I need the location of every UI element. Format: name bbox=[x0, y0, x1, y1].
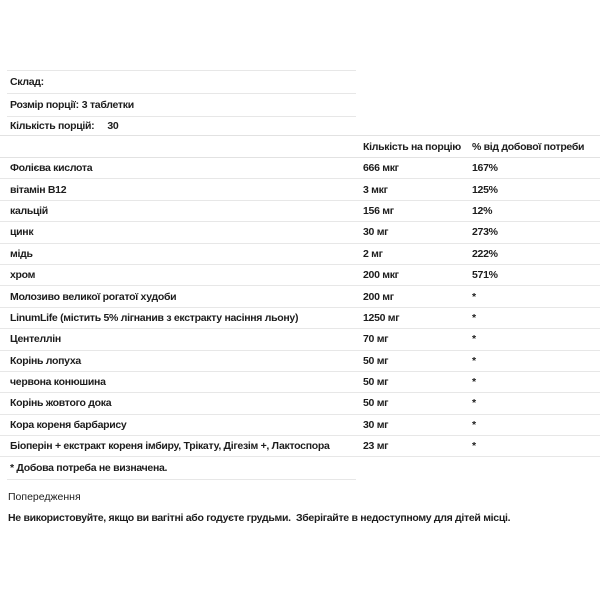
ingredient-name: кальцій bbox=[10, 204, 48, 217]
table-row bbox=[0, 179, 600, 200]
ingredient-name: Центеллін bbox=[10, 333, 61, 346]
ingredient-daily-value: 125% bbox=[472, 183, 498, 196]
table-row bbox=[0, 329, 600, 350]
servings-count-row bbox=[7, 116, 356, 135]
ingredient-amount: 156 мг bbox=[363, 204, 394, 217]
ingredient-amount: 50 мг bbox=[363, 376, 389, 389]
ingredient-amount: 50 мг bbox=[363, 397, 389, 410]
servings-count-label: Кількість порцій: bbox=[10, 120, 95, 132]
ingredient-daily-value: * bbox=[472, 290, 476, 303]
composition-title: Склад: bbox=[10, 76, 44, 88]
ingredient-name: Фолієва кислота bbox=[10, 162, 93, 175]
ingredient-amount: 3 мкг bbox=[363, 183, 388, 196]
ingredient-name: червона конюшина bbox=[10, 376, 106, 389]
table-row bbox=[0, 158, 600, 179]
facts-rows bbox=[0, 158, 600, 457]
ingredient-amount: 30 мг bbox=[363, 226, 389, 239]
table-row bbox=[0, 265, 600, 286]
serving-size-row bbox=[7, 93, 356, 116]
ingredient-amount: 23 мг bbox=[363, 440, 389, 453]
ingredient-amount: 70 мг bbox=[363, 333, 389, 346]
ingredient-amount: 666 мкг bbox=[363, 162, 399, 175]
table-row bbox=[0, 372, 600, 393]
col-percent-daily-value: % від добової потреби bbox=[472, 140, 585, 153]
col-amount-per-serving: Кількість на порцію bbox=[363, 140, 461, 153]
ingredient-name: LinumLife (містить 5% лігнанив з екстракту насіння льону) bbox=[10, 311, 299, 324]
ingredient-amount: 1250 мг bbox=[363, 311, 400, 324]
ingredient-daily-value: * bbox=[472, 311, 476, 324]
ingredient-daily-value: * bbox=[472, 333, 476, 346]
facts-header-row bbox=[0, 135, 600, 158]
ingredient-amount: 50 мг bbox=[363, 354, 389, 367]
ingredient-daily-value: 273% bbox=[472, 226, 498, 239]
serving-size-label: Розмір порції: bbox=[10, 99, 79, 111]
ingredient-name: Кора кореня барбарису bbox=[10, 418, 127, 431]
ingredient-name: Біоперін + екстракт кореня імбиру, Трікату, Дігезім +, Лактоспора bbox=[10, 440, 330, 453]
table-row bbox=[0, 286, 600, 307]
servings-count-value: 30 bbox=[107, 120, 119, 132]
ingredient-daily-value: 12% bbox=[472, 204, 493, 217]
table-row bbox=[0, 308, 600, 329]
ingredient-daily-value: 167% bbox=[472, 162, 498, 175]
ingredient-name: хром bbox=[10, 269, 36, 282]
composition-section bbox=[7, 70, 356, 135]
warnings-text: Не використовуйте, якщо ви вагітні або годуєте грудьми. Зберігайте в недоступному для дітей місці. bbox=[8, 512, 511, 524]
footnote-text: * Добова потреба не визначена. bbox=[10, 462, 168, 475]
ingredient-daily-value: * bbox=[472, 440, 476, 453]
table-row bbox=[0, 351, 600, 372]
table-row bbox=[0, 201, 600, 222]
ingredient-daily-value: 571% bbox=[472, 269, 498, 282]
ingredient-name: цинк bbox=[10, 226, 34, 239]
facts-footnote bbox=[0, 457, 600, 478]
ingredient-name: Молозиво великої рогатої худоби bbox=[10, 290, 177, 303]
ingredient-name: вітамін B12 bbox=[10, 183, 67, 196]
facts-table bbox=[0, 135, 600, 479]
table-row bbox=[0, 222, 600, 243]
ingredient-amount: 2 мг bbox=[363, 247, 383, 260]
ingredient-amount: 200 мкг bbox=[363, 269, 399, 282]
footnote-divider bbox=[7, 479, 356, 480]
ingredient-amount: 200 мг bbox=[363, 290, 394, 303]
ingredient-daily-value: * bbox=[472, 376, 476, 389]
ingredient-amount: 30 мг bbox=[363, 418, 389, 431]
table-row bbox=[0, 415, 600, 436]
ingredient-daily-value: 222% bbox=[472, 247, 498, 260]
table-row bbox=[0, 393, 600, 414]
table-row bbox=[0, 244, 600, 265]
warnings-title: Попередження bbox=[8, 491, 81, 503]
ingredient-daily-value: * bbox=[472, 418, 476, 431]
ingredient-name: мідь bbox=[10, 247, 33, 260]
ingredient-name: Корінь лопуха bbox=[10, 354, 81, 367]
ingredient-daily-value: * bbox=[472, 397, 476, 410]
ingredient-name: Корінь жовтого дока bbox=[10, 397, 112, 410]
table-row bbox=[0, 436, 600, 457]
serving-size-value: 3 таблетки bbox=[81, 99, 134, 111]
ingredient-daily-value: * bbox=[472, 354, 476, 367]
composition-title-row bbox=[7, 70, 356, 93]
